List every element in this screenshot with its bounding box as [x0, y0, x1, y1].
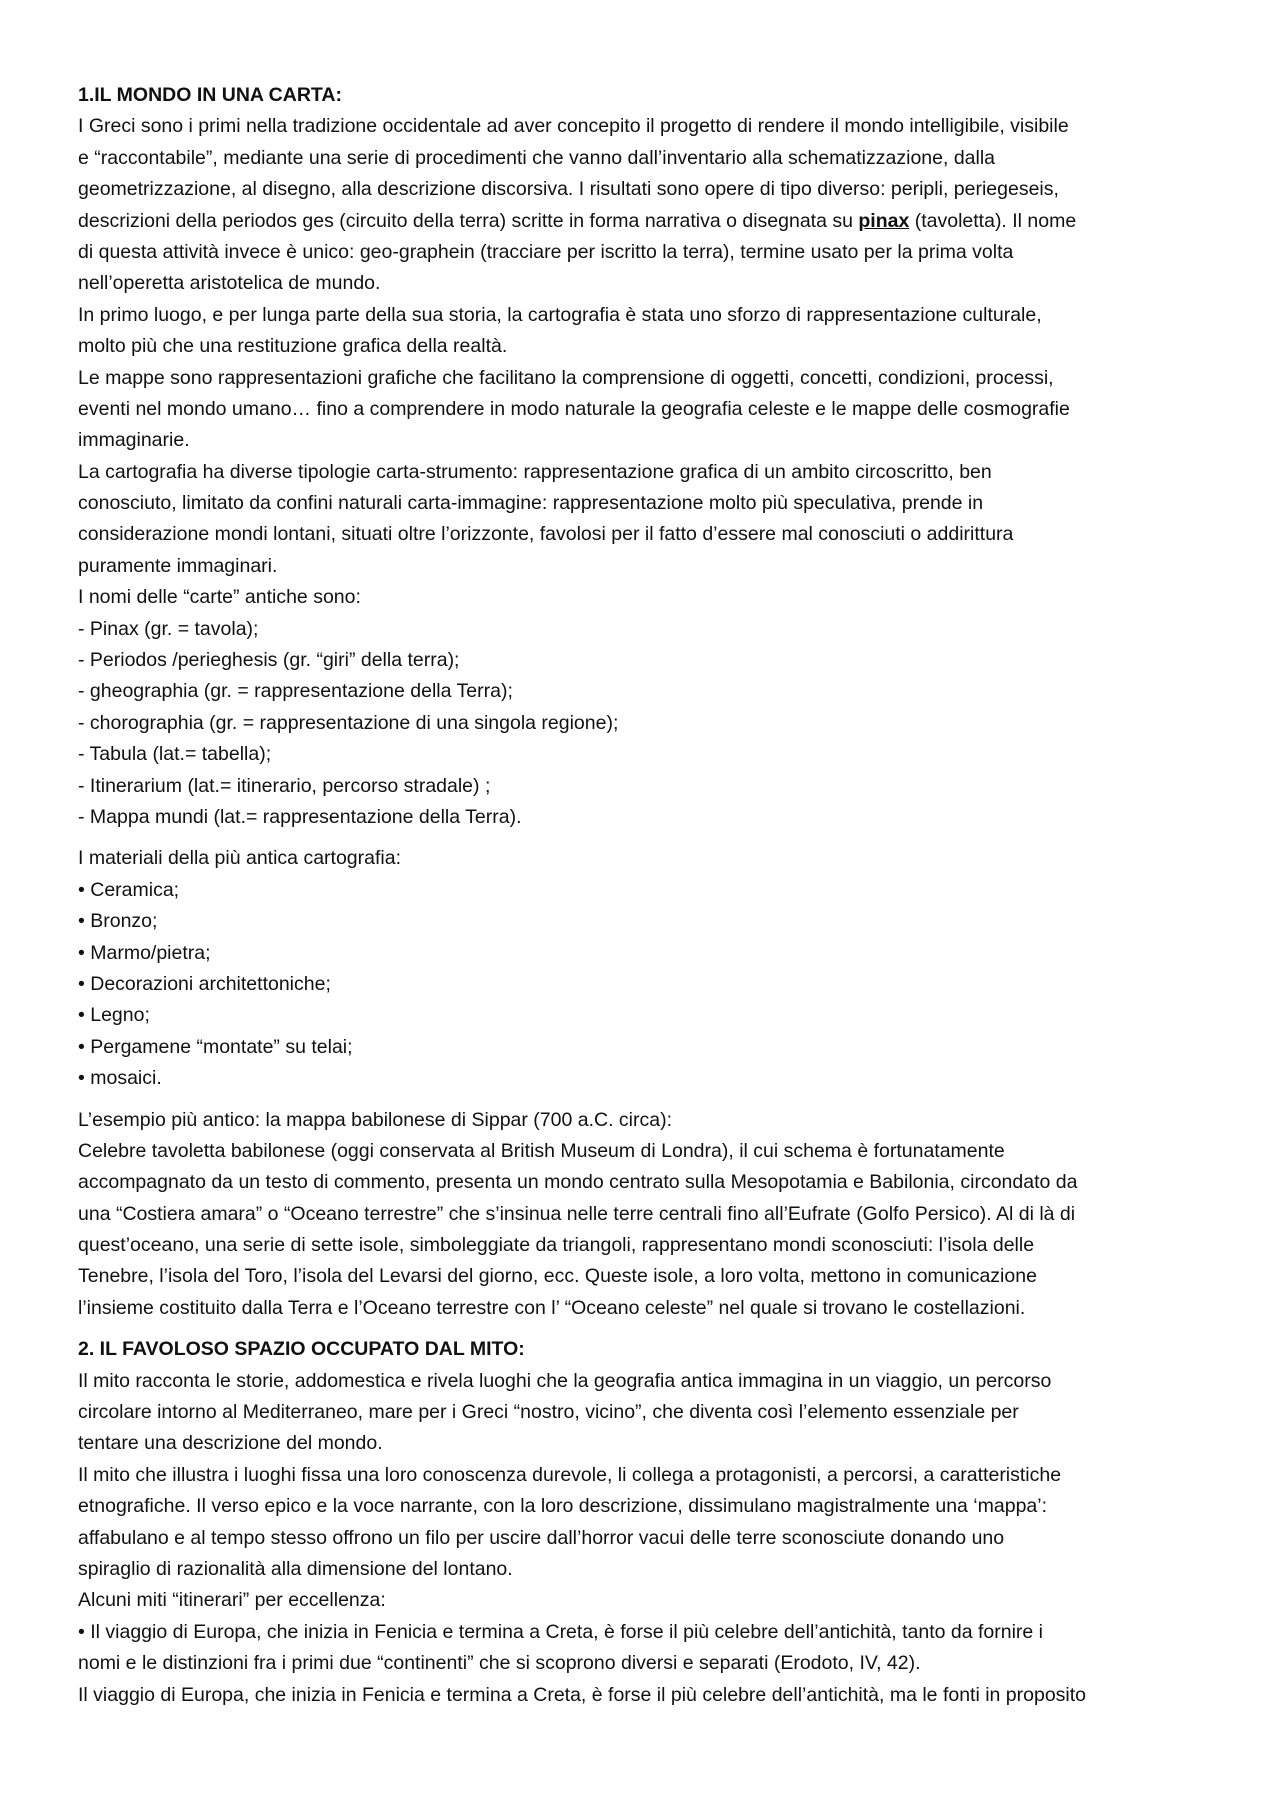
list-item: • mosaici.: [78, 1067, 162, 1090]
paragraph-line: In primo luogo, e per lunga parte della sua storia, la cartografia è stata uno sforzo di rappresentazione culturale,: [78, 303, 1042, 326]
paragraph-line: e “raccontabile”, mediante una serie di procedimenti che vanno dall’inventario alla schematizzazione, dalla: [78, 146, 996, 169]
list-item: • Pergamene “montate” su telai;: [78, 1035, 353, 1058]
list-item: • Ceramica;: [78, 878, 180, 901]
list-item: • Il viaggio di Europa, che inizia in Fenicia e termina a Creta, è forse il più celebre dell’antichità, tanto da fornire i: [78, 1620, 1044, 1643]
paragraph-line: immaginarie.: [78, 429, 190, 452]
paragraph-line: [78, 206, 1208, 237]
paragraph-line: nell’operetta aristotelica de mundo.: [78, 272, 381, 295]
pinax-term: pinax: [858, 209, 910, 232]
spacer: [78, 1095, 1208, 1105]
list-item: - Itinerarium (lat.= itinerario, percorso stradale) ;: [78, 774, 491, 797]
document-page: [78, 80, 1208, 1711]
paragraph-line: una “Costiera amara” o “Oceano terrestre” che s’insinua nelle terre centrali fino all’Eufrate (Golfo Persico). Al di là di: [78, 1202, 1076, 1225]
section2-heading: 2. IL FAVOLOSO SPAZIO OCCUPATO DAL MITO:: [78, 1338, 525, 1361]
paragraph-line: Tenebre, l’isola del Toro, l’isola del Levarsi del giorno, ecc. Queste isole, a loro volta, mettono in comunicazione: [78, 1265, 1037, 1288]
paragraph-line: l’insieme costituito dalla Terra e l’Oceano terrestre con l’ “Oceano celeste” nel quale si trovano le costellazioni.: [78, 1296, 1026, 1319]
myths-intro: Alcuni miti “itinerari” per eccellenza:: [78, 1589, 386, 1612]
list-item: - chorographia (gr. = rappresentazione di una singola regione);: [78, 711, 619, 734]
paragraph-line: eventi nel mondo umano… fino a comprendere in modo naturale la geografia celeste e le mappe delle cosmografie: [78, 397, 1070, 420]
paragraph-line: di questa attività invece è unico: geo-graphein (tracciare per iscritto la terra), termine usato per la prima volta: [78, 240, 1014, 263]
list-item: • Decorazioni architettoniche;: [78, 972, 331, 995]
paragraph-line: tentare una descrizione del mondo.: [78, 1432, 383, 1455]
example-title: L’esempio più antico: la mappa babilonese di Sippar (700 a.C. circa):: [78, 1108, 673, 1131]
spacer: [78, 1324, 1208, 1334]
paragraph-line: circolare intorno al Mediterraneo, mare per i Greci “nostro, vicino”, che diventa così l’elemento essenziale per: [78, 1401, 1019, 1424]
spacer: [78, 833, 1208, 843]
paragraph-line: Le mappe sono rappresentazioni grafiche che facilitano la comprensione di oggetti, concetti, condizioni, processi,: [78, 366, 1054, 389]
paragraph-line: La cartografia ha diverse tipologie carta-strumento: rappresentazione grafica di un ambito circoscritto, ben: [78, 460, 992, 483]
paragraph-line: I Greci sono i primi nella tradizione occidentale ad aver concepito il progetto di rendere il mondo intelligibile, visibile: [78, 115, 1069, 138]
paragraph-line: affabulano e al tempo stesso offrono un filo per uscire dall’horror vacui delle terre sconosciute donando uno: [78, 1526, 1005, 1549]
list-item: - Mappa mundi (lat.= rappresentazione della Terra).: [78, 805, 522, 828]
list-item: - gheographia (gr. = rappresentazione della Terra);: [78, 680, 513, 703]
list-item: - Pinax (gr. = tavola);: [78, 617, 259, 640]
paragraph-line: Il mito racconta le storie, addomestica e rivela luoghi che la geografia antica immagina in un viaggio, un percorso: [78, 1369, 1052, 1392]
paragraph-line: conosciuto, limitato da confini naturali carta-immagine: rappresentazione molto più speculativa, prende in: [78, 492, 984, 515]
section1-heading: 1.IL MONDO IN UNA CARTA:: [78, 84, 342, 106]
list-item: • Bronzo;: [78, 910, 158, 933]
list-item: • Marmo/pietra;: [78, 941, 211, 964]
text-run: descrizioni della periodos ges (circuito della terra) scritte in forma narrativa o disegnata su: [78, 209, 859, 232]
paragraph-line: Il mito che illustra i luoghi fissa una loro conoscenza durevole, li collega a protagonisti, a percorsi, a caratteristiche: [78, 1463, 1062, 1486]
paragraph-line: considerazione mondi lontani, situati oltre l’orizzonte, favolosi per il fatto d’essere mal conosciuti o addirittura: [78, 523, 1014, 546]
names-intro: I nomi delle “carte” antiche sono:: [78, 586, 361, 609]
list-item: • Legno;: [78, 1004, 150, 1027]
paragraph-line: geometrizzazione, al disegno, alla descrizione discorsiva. I risultati sono opere di tipo diverso: peripli, periegeseis,: [78, 178, 1059, 201]
paragraph-line: Il viaggio di Europa, che inizia in Fenicia e termina a Creta, è forse il più celebre dell’antichità, ma le fonti in proposito: [78, 1683, 1087, 1706]
paragraph-line: accompagnato da un testo di commento, presenta un mondo centrato sulla Mesopotamia e Babilonia, circondato da: [78, 1171, 1078, 1194]
list-item: - Periodos /perieghesis (gr. “giri” della terra);: [78, 649, 460, 672]
paragraph-line: etnografiche. Il verso epico e la voce narrante, con la loro descrizione, dissimulano magistralmente una ‘mappa’:: [78, 1495, 1048, 1518]
text-run: (tavoletta). Il nome: [909, 209, 1077, 232]
paragraph-line: nomi e le distinzioni fra i primi due “continenti” che si scoprono diversi e separati (Erodoto, IV, 42).: [78, 1652, 921, 1675]
paragraph-line: quest’oceano, una serie di sette isole, simboleggiate da triangoli, rappresentano mondi sconosciuti: l’isola delle: [78, 1234, 1035, 1257]
list-item: - Tabula (lat.= tabella);: [78, 743, 272, 766]
paragraph-line: molto più che una restituzione grafica della realtà.: [78, 335, 508, 358]
paragraph-line: spiraglio di razionalità alla dimensione del lontano.: [78, 1557, 513, 1580]
paragraph-line: Celebre tavoletta babilonese (oggi conservata al British Museum di Londra), il cui schema è fortunatamente: [78, 1139, 1005, 1162]
materials-intro: I materiali della più antica cartografia:: [78, 847, 401, 870]
paragraph-line: puramente immaginari.: [78, 554, 278, 577]
